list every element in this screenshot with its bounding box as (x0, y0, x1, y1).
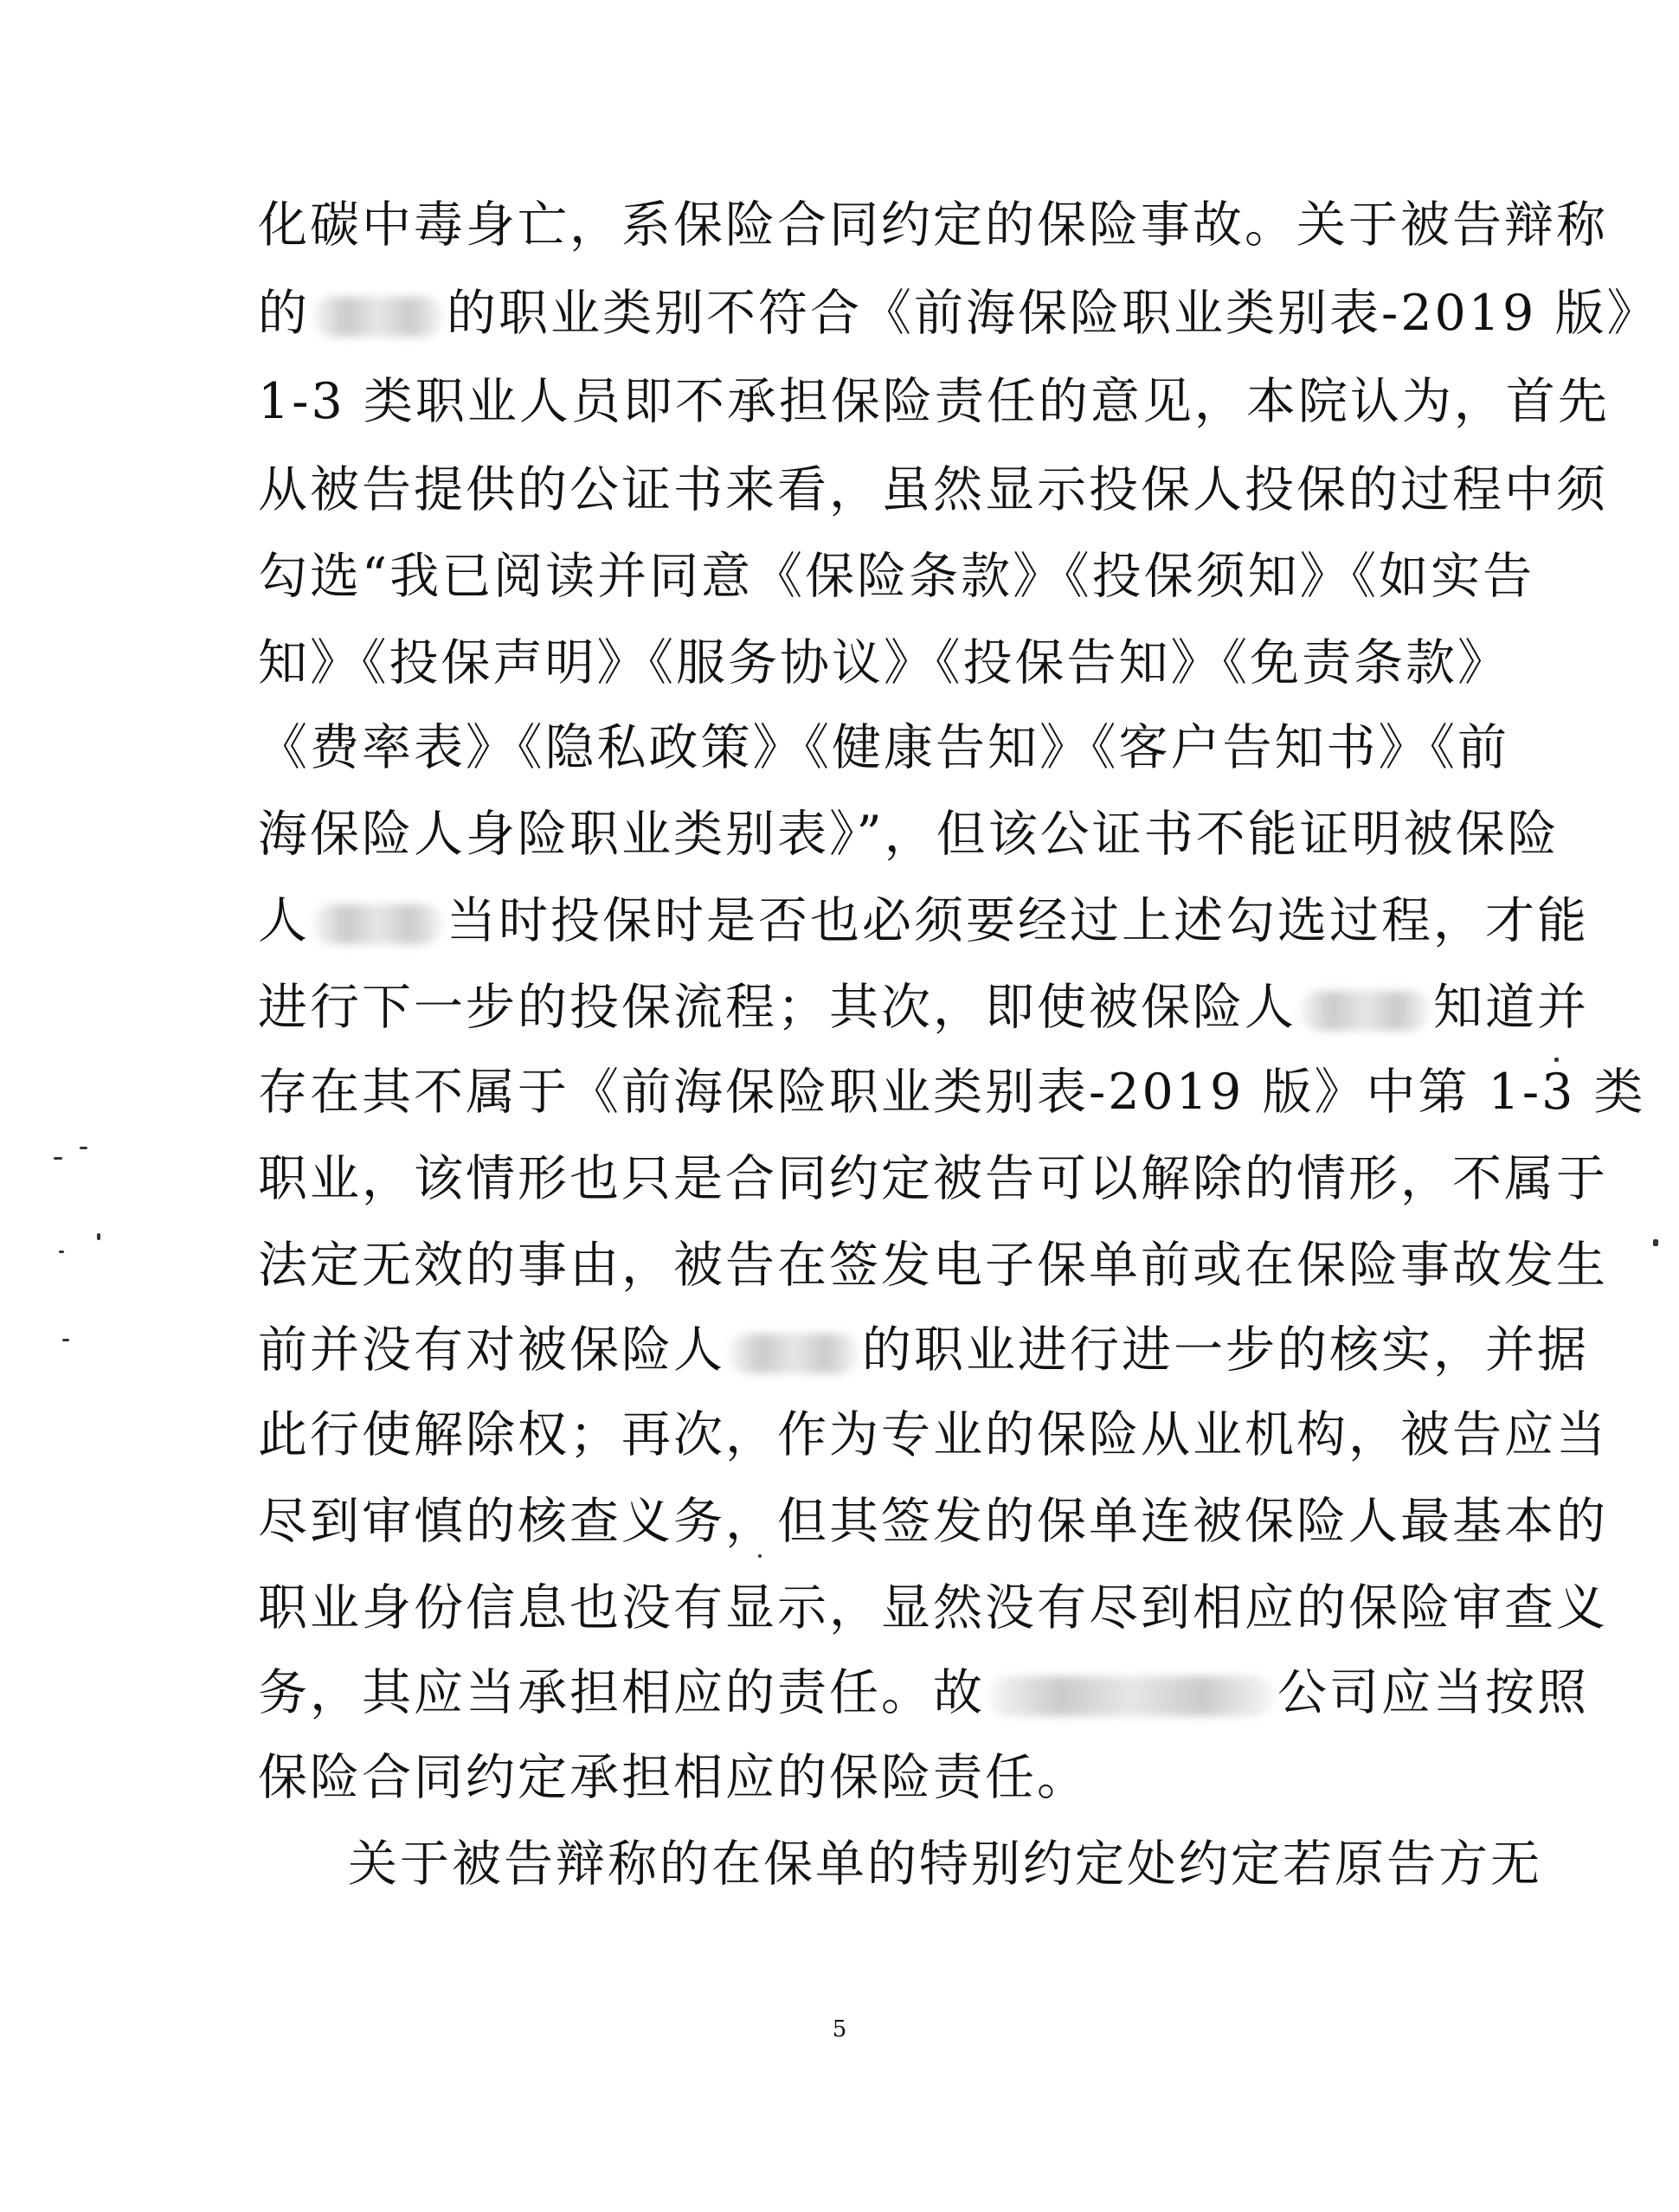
text-line: 1-3 类职业人员即不承担保险责任的意见，本院认为，首先 (258, 373, 1610, 430)
text-segment: 前并没有对被保险人 (258, 1321, 725, 1379)
page-number: 5 (832, 2016, 847, 2042)
text-line: 职业身份信息也没有显示，显然没有尽到相应的保险审查义 (258, 1579, 1608, 1636)
text-line (258, 1320, 1589, 1380)
text-segment: 公司应当按照 (1277, 1664, 1589, 1721)
redacted-name (729, 1334, 859, 1373)
redacted-name (313, 297, 443, 337)
text-segment: 的职业类别不符合《前海保险职业类别表-2019 版》 (447, 285, 1659, 342)
text-line: 化碳中毒身亡，系保险合同约定的保险事故。关于被告辩称 (258, 196, 1608, 254)
text-line: 勾选“我已阅读并同意《保险条款》《投保须知》《如实告 (258, 548, 1535, 605)
scan-speck (59, 1251, 64, 1253)
text-line: 存在其不属于《前海保险职业类别表-2019 版》中第 1-3 类 (258, 1064, 1646, 1121)
text-line (258, 977, 1589, 1038)
scan-speck (758, 1554, 762, 1558)
text-line (258, 891, 1589, 951)
text-line: 海保险人身险职业类别表》”，但该公证书不能证明被保险 (258, 806, 1560, 863)
scan-speck (80, 1147, 87, 1149)
text-segment: 知道并 (1433, 979, 1589, 1036)
text-segment: 的 (258, 285, 310, 342)
text-segment: 人 (258, 892, 310, 949)
text-segment: 务，其应当承担相应的责任。故 (258, 1664, 985, 1721)
text-line: 保险合同约定承担相应的保险责任。 (258, 1749, 1089, 1806)
text-line: 尽到审慎的核查义务，但其签发的保单连被保险人最基本的 (258, 1493, 1608, 1550)
text-line: 《费率表》《隐私政策》《健康告知》《客户告知书》《前 (258, 719, 1509, 776)
scan-speck (97, 1233, 100, 1240)
text-line: 知》《投保声明》《服务协议》《投保告知》《免责条款》 (258, 634, 1509, 691)
text-line: 职业，该情形也只是合同约定被告可以解除的情形，不属于 (258, 1150, 1608, 1207)
text-segment: 的职业进行进一步的核实，并据 (862, 1321, 1589, 1379)
scan-speck (54, 1157, 62, 1160)
text-segment: 当时投保时是否也必须要经过上述勾选过程，才能 (447, 892, 1589, 949)
text-segment: 进行下一步的投保流程；其次，即使被保险人 (258, 979, 1296, 1036)
scan-speck (1554, 1058, 1559, 1062)
redacted-name (313, 904, 443, 944)
redacted-company (988, 1676, 1274, 1716)
redacted-name (1300, 991, 1430, 1031)
scan-speck (1653, 1239, 1658, 1246)
scan-speck (62, 1339, 69, 1341)
text-line: 从被告提供的公证书来看，虽然显示投保人投保的过程中须 (258, 461, 1608, 518)
text-line (258, 1662, 1589, 1723)
text-line: 关于被告辩称的在保单的特别约定处约定若原告方无 (348, 1836, 1542, 1893)
text-line: 此行使解除权；再次，作为专业的保险从业机构，被告应当 (258, 1406, 1608, 1463)
text-line: 法定无效的事由，被告在签发电子保单前或在保险事故发生 (258, 1237, 1608, 1294)
text-line (258, 283, 1659, 344)
